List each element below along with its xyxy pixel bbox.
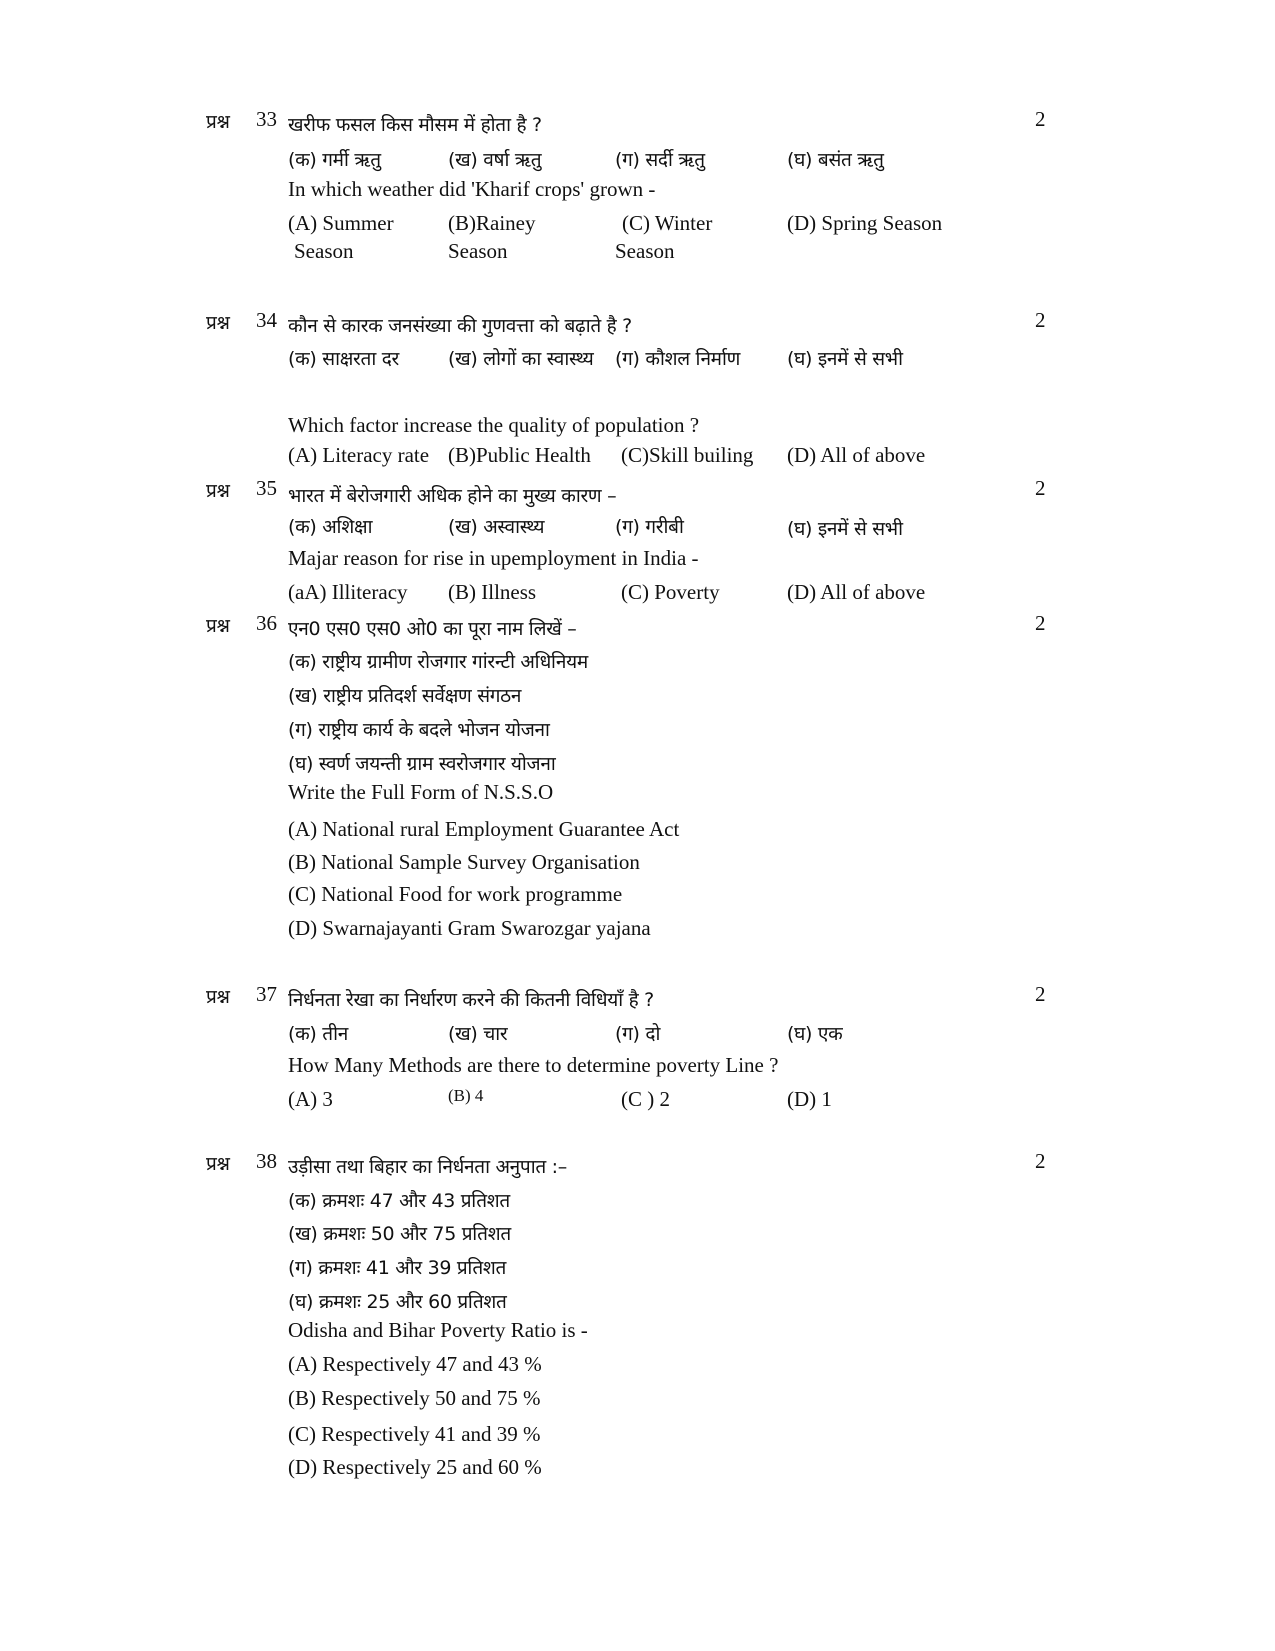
english-question: In which weather did 'Kharif crops' grown - [288,177,656,201]
hindi-option-a: (क) तीन [288,1023,348,1045]
question-number: 34 [256,308,277,332]
question-label: प्रश्न [206,111,230,133]
english-option-a: (A) 3 [288,1087,333,1111]
hindi-option-d: (घ) बसंत ऋतु [787,149,884,171]
hindi-option-c: (ग) कौशल निर्माण [615,348,741,370]
hindi-option-c: (ग) क्रमशः 41 और 39 प्रतिशत [288,1257,507,1279]
question-label: प्रश्न [206,615,230,637]
hindi-option-a: (क) साक्षरता दर [288,348,399,370]
english-option-b: (B) Illness [448,580,537,604]
hindi-option-b: (ख) क्रमशः 50 और 75 प्रतिशत [288,1223,511,1245]
question-number: 37 [256,982,277,1006]
hindi-option-d: (घ) स्वर्ण जयन्ती ग्राम स्वरोजगार योजना [288,753,556,775]
english-question: Write the Full Form of N.S.S.O [288,780,554,804]
english-option-c: (C ) 2 [621,1087,670,1111]
hindi-option-b: (ख) अस्वास्थ्य [448,516,545,538]
english-option-a: (A) National rural Employment Guarantee Act [288,817,680,841]
english-question: How Many Methods are there to determine poverty Line ? [288,1053,779,1077]
english-option-c: (C) Winter [622,211,713,235]
english-option-d: (D) All of above [787,580,926,604]
hindi-option-c: (ग) राष्ट्रीय कार्य के बदले भोजन योजना [288,719,550,741]
question-marks: 2 [1035,611,1046,635]
question-marks: 2 [1035,982,1046,1006]
hindi-option-c: (ग) गरीबी [615,516,684,538]
hindi-option-a: (क) क्रमशः 47 और 43 प्रतिशत [288,1190,510,1212]
english-option-d: (D) Spring Season [787,211,943,235]
english-option-b: (B) Respectively 50 and 75 % [288,1386,541,1410]
question-label: प्रश्न [206,1153,230,1175]
question-marks: 2 [1035,107,1046,131]
hindi-question: भारत में बेरोजगारी अधिक होने का मुख्य कारण – [288,485,617,507]
question-marks: 2 [1035,476,1046,500]
english-option-a-cont: Season [294,239,354,263]
hindi-option-d: (घ) एक [787,1023,843,1045]
hindi-question: कौन से कारक जनसंख्या की गुणवत्ता को बढ़ाते है ? [288,315,632,337]
question-marks: 2 [1035,308,1046,332]
question-number: 33 [256,107,277,131]
hindi-option-a: (क) गर्मी ऋतु [288,149,381,171]
english-option-a: (A) Literacy rate [288,443,430,467]
english-option-b: (B)Rainey [448,211,536,235]
question-number: 35 [256,476,277,500]
english-option-c-cont: Season [615,239,675,263]
hindi-question: एन0 एस0 एस0 ओ0 का पूरा नाम लिखें – [288,618,577,640]
hindi-option-b: (ख) लोगों का स्वास्थ्य [448,348,594,370]
english-option-b-cont: Season [448,239,508,263]
hindi-option-b: (ख) वर्षा ऋतु [448,149,542,171]
question-label: प्रश्न [206,480,230,502]
hindi-option-b: (ख) राष्ट्रीय प्रतिदर्श सर्वेक्षण संगठन [288,685,522,707]
hindi-option-b: (ख) चार [448,1023,508,1045]
english-option-d: (D) Swarnajayanti Gram Swarozgar yajana [288,916,651,940]
hindi-option-c: (ग) सर्दी ऋतु [615,149,705,171]
english-option-b: (B) 4 [448,1086,484,1105]
english-option-c: (C) Poverty [621,580,720,604]
question-marks: 2 [1035,1149,1046,1173]
english-option-d: (D) 1 [787,1087,832,1111]
hindi-question: खरीफ फसल किस मौसम में होता है ? [288,114,542,136]
hindi-option-d: (घ) इनमें से सभी [787,348,903,370]
hindi-question: निर्धनता रेखा का निर्धारण करने की कितनी विधियाँ है ? [288,989,654,1011]
hindi-option-c: (ग) दो [615,1023,661,1045]
question-label: प्रश्न [206,986,230,1008]
english-question: Which factor increase the quality of population ? [288,413,700,437]
english-option-c: (C)Skill builing [621,443,754,467]
hindi-option-d: (घ) इनमें से सभी [787,518,903,540]
hindi-option-a: (क) राष्ट्रीय ग्रामीण रोजगार गांरन्टी अधिनियम [288,651,588,673]
english-question: Majar reason for rise in upemployment in India - [288,546,699,570]
english-option-a: (A) Respectively 47 and 43 % [288,1352,542,1376]
hindi-question: उड़ीसा तथा बिहार का निर्धनता अनुपात :– [288,1156,567,1178]
question-label: प्रश्न [206,312,230,334]
english-option-b: (B) National Sample Survey Organisation [288,850,640,874]
question-number: 38 [256,1149,277,1173]
english-option-a: (A) Summer [288,211,394,235]
hindi-option-d: (घ) क्रमशः 25 और 60 प्रतिशत [288,1291,507,1313]
english-option-d: (D) All of above [787,443,926,467]
hindi-option-a: (क) अशिक्षा [288,516,373,538]
english-option-c: (C) Respectively 41 and 39 % [288,1422,541,1446]
english-option-c: (C) National Food for work programme [288,882,623,906]
english-question: Odisha and Bihar Poverty Ratio is - [288,1318,588,1342]
question-number: 36 [256,611,277,635]
english-option-a: (aA) Illiteracy [288,580,408,604]
english-option-d: (D) Respectively 25 and 60 % [288,1455,542,1479]
english-option-b: (B)Public Health [448,443,591,467]
